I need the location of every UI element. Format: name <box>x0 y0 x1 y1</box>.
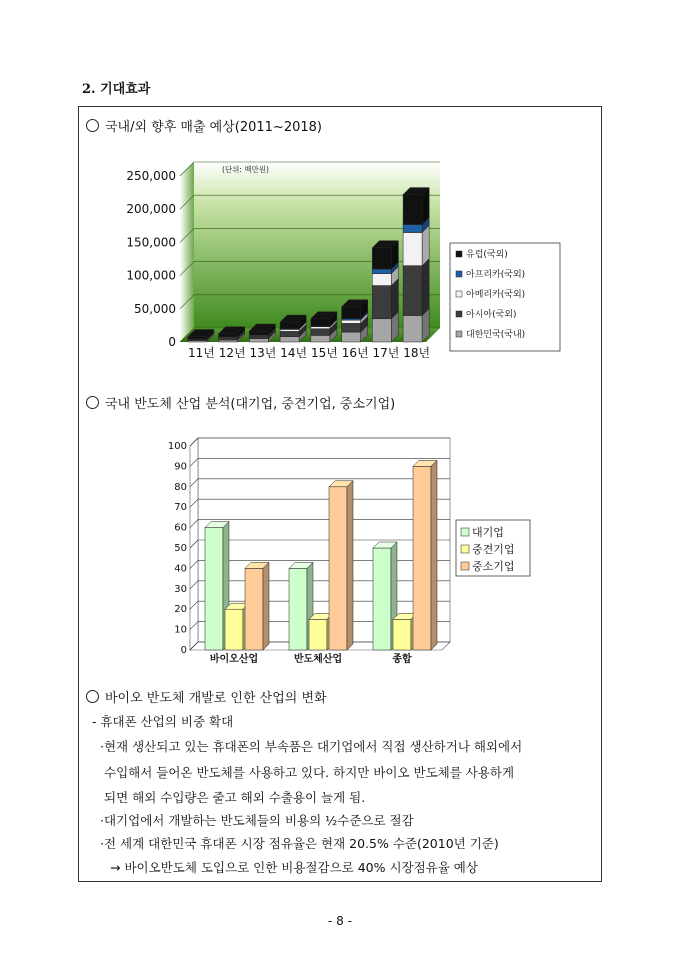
chart1-bar-segment <box>249 339 268 342</box>
chart2-bar <box>289 568 307 650</box>
page-number: - 8 - <box>328 914 352 928</box>
chart1-ytick-label: 50,000 <box>134 301 176 316</box>
chart1-bar-segment <box>372 286 391 319</box>
chart2-bar-side <box>347 481 353 650</box>
chart1-category-label: 14년 <box>280 346 308 360</box>
chart1-bar-segment <box>219 340 238 342</box>
chart2-ytick-label: 20 <box>174 604 187 616</box>
chart1-bar-segment <box>342 307 361 319</box>
chart1-legend-swatch <box>456 331 462 337</box>
section-title: 2. 기대효과 <box>82 82 151 97</box>
chart2-bar <box>329 487 347 650</box>
chart1-bar-segment <box>280 337 299 342</box>
chart1-bar-segment <box>280 322 299 329</box>
chart2-legend-label: 중견기업 <box>472 543 515 556</box>
chart2-bar <box>393 619 411 650</box>
chart1-bar-segment <box>372 319 391 342</box>
chart1-legend-label: 대한민국(국내) <box>466 330 526 340</box>
chart1-bar-segment <box>403 195 422 225</box>
chart2-bar <box>309 619 327 650</box>
chart1-legend-swatch <box>456 271 462 277</box>
chart1-bar-segment <box>372 269 391 274</box>
chart1-legend-swatch <box>456 291 462 297</box>
chart2-bar-side <box>263 562 269 650</box>
chart1-bar-segment <box>280 331 299 336</box>
body-line: ·전 세계 대한민국 휴대폰 시장 점유율은 현재 20.5% 수준(2010년 기준) <box>100 836 499 851</box>
chart1-bar-segment <box>311 327 330 329</box>
body-line: - 휴대폰 산업의 비중 확대 <box>92 714 234 729</box>
section3-heading-text: 바이오 반도체 개발로 인한 산업의 변화 <box>105 691 327 706</box>
chart2-category-label: 종합 <box>392 654 412 664</box>
chart2-bar <box>225 609 243 650</box>
chart2-ytick-label: 10 <box>174 624 187 636</box>
chart2-ytick-label: 90 <box>174 461 187 473</box>
chart1-bar-segment <box>342 323 361 332</box>
chart2-ytick-label: 80 <box>174 481 187 493</box>
chart1-side-wall <box>180 162 194 342</box>
chart1-category-label: 13년 <box>249 346 277 360</box>
chart2-heading <box>86 393 395 412</box>
chart1-bar-segment <box>188 336 207 338</box>
chart1-category-label: 17년 <box>372 346 400 360</box>
chart1-legend-label: 유럽(국외) <box>466 250 508 260</box>
chart1-legend-label: 아메리카(국외) <box>466 290 526 300</box>
chart1-heading-text: 국내/외 향후 매출 예상(2011~2018) <box>105 120 323 135</box>
chart1-ytick-label: 0 <box>168 335 176 349</box>
chart1-ytick-label: 150,000 <box>126 235 176 250</box>
chart1-category-label: 16년 <box>341 346 369 360</box>
chart1-bar-segment <box>403 232 422 265</box>
chart2-ytick-label: 60 <box>174 522 187 534</box>
chart1-ytick-label: 250,000 <box>126 169 176 183</box>
chart1-ytick-label: 100,000 <box>126 268 176 283</box>
chart1-legend-swatch <box>456 311 462 317</box>
chart1-ytick-label: 200,000 <box>126 202 176 217</box>
chart1-category-label: 12년 <box>218 346 246 360</box>
chart2-category-label: 바이오산업 <box>209 654 259 664</box>
chart2-legend-swatch <box>461 545 469 553</box>
chart1-bar-segment <box>280 329 299 331</box>
chart1-unit-note: (단위: 백만원) <box>222 165 269 174</box>
body-line: → 바이오반도체 도입으로 인한 비용절감으로 40% 시장점유율 예상 <box>110 860 478 875</box>
body-line: 되면 해외 수입량은 줄고 해외 수출용이 늘게 됨. <box>104 790 366 805</box>
chart1-bar-segment <box>311 319 330 326</box>
body-line: ·현재 생산되고 있는 휴대폰의 부속품은 대기업에서 직접 생산하거나 해외에서 <box>100 739 523 754</box>
chart2-bar <box>205 528 223 650</box>
chart1-legend-label: 아시아(국외) <box>466 310 517 320</box>
circle-bullet-icon <box>86 119 99 132</box>
chart1-bar-segment <box>219 334 238 337</box>
chart2-bar <box>245 568 263 650</box>
semiconductor-industry-chart <box>150 428 540 664</box>
chart2-ytick-label: 30 <box>174 583 187 595</box>
chart2-legend-label: 대기업 <box>472 526 504 539</box>
chart1-bar-segment <box>342 320 361 323</box>
chart2-heading-text: 국내 반도체 산업 분석(대기업, 중견기업, 중소기업) <box>105 397 396 412</box>
chart1-category-label: 18년 <box>403 346 431 360</box>
chart1-category-label: 11년 <box>187 346 215 360</box>
section3-heading <box>86 687 327 706</box>
chart1-bar-segment <box>403 266 422 316</box>
chart1-legend-label: 아프리카(국외) <box>466 270 526 280</box>
chart1-bar-segment <box>249 336 268 339</box>
sales-forecast-chart <box>110 150 580 370</box>
chart1-heading <box>86 116 322 135</box>
circle-bullet-icon <box>86 690 99 703</box>
chart2-legend-label: 중소기업 <box>472 560 515 573</box>
chart2-ytick-label: 100 <box>167 441 187 452</box>
chart2-bar-side <box>431 460 437 650</box>
chart2-ytick-label: 50 <box>174 543 187 554</box>
chart2-category-label: 반도체산업 <box>293 654 343 664</box>
chart1-bar-segment <box>372 274 391 286</box>
chart2-ytick-label: 0 <box>180 645 187 656</box>
chart2-bar <box>413 466 431 650</box>
chart2-legend-swatch <box>461 562 469 570</box>
chart1-bar-segment <box>219 338 238 340</box>
chart1-bar-segment <box>403 315 422 342</box>
chart2-ytick-label: 70 <box>174 502 187 514</box>
chart1-category-label: 15년 <box>310 346 338 360</box>
body-line: 수입해서 들어온 반도체를 사용하고 있다. 하지만 바이오 반도체를 사용하게 <box>104 765 515 780</box>
chart1-bar-segment <box>249 331 268 335</box>
circle-bullet-icon <box>86 396 99 409</box>
chart2-ytick-label: 40 <box>174 563 187 575</box>
chart1-bar-segment <box>311 329 330 336</box>
body-line: ·대기업에서 개발하는 반도체들의 비용의 ½수준으로 절감 <box>100 813 414 828</box>
chart1-legend-swatch <box>456 251 462 257</box>
chart2-bar <box>373 548 391 650</box>
chart2-legend-swatch <box>461 528 469 536</box>
chart1-bar-segment-side <box>422 259 429 316</box>
chart1-bar-segment <box>342 332 361 342</box>
chart1-bar-segment <box>403 224 422 232</box>
chart1-bar-segment <box>311 335 330 342</box>
chart1-bar-segment <box>372 248 391 269</box>
